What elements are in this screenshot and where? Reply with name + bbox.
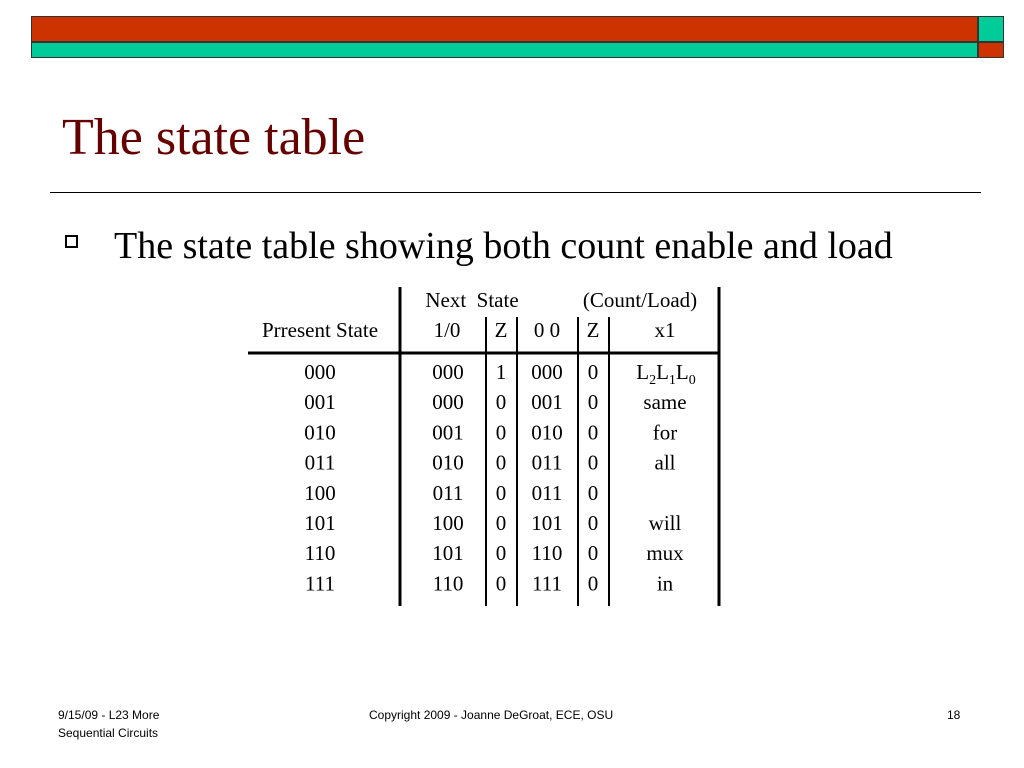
- footer-course-info: [58, 706, 228, 742]
- cell-load-next: 011: [531, 450, 563, 475]
- header-x1: x1: [654, 318, 676, 342]
- cell-load-z: 0: [587, 541, 599, 566]
- cell-present-state: 000: [304, 360, 336, 384]
- cell-count-z: 0: [495, 480, 507, 505]
- cell-count-z: 0: [495, 541, 507, 566]
- cell-present-state: 011: [304, 450, 336, 475]
- bullet-square-icon: [65, 235, 78, 248]
- cell-count-z: 0: [495, 420, 507, 445]
- cell-present-state: 110: [304, 541, 336, 566]
- footer-page-number: 18: [947, 708, 961, 722]
- cell-count-next: 000: [432, 390, 464, 415]
- header-count-1-0: 1/0: [433, 318, 461, 342]
- cell-load-z: 0: [587, 420, 599, 445]
- cell-load-next: 000: [531, 360, 563, 384]
- cell-present-state: 001: [304, 390, 336, 415]
- cell-count-z: 0: [495, 450, 507, 475]
- bullet-text: The state table showing both count enable and load: [114, 225, 893, 267]
- header-bar-green: [31, 42, 978, 58]
- cell-count-next: 000: [432, 360, 464, 384]
- cell-count-z: 0: [495, 390, 507, 415]
- cell-x1-note: in: [656, 571, 674, 596]
- cell-count-z: 0: [495, 511, 507, 535]
- footer-copyright: Copyright 2009 - Joanne DeGroat, ECE, OSU: [369, 708, 614, 722]
- cell-present-state: 101: [304, 511, 336, 535]
- cell-count-z: 1: [495, 360, 507, 384]
- header-square-green: [978, 16, 1004, 42]
- cell-load-z: 0: [587, 571, 599, 596]
- cell-load-next: 001: [531, 390, 563, 415]
- title-divider: [50, 192, 981, 193]
- table-body: [304, 360, 686, 595]
- x1-symbol-l2l1l0: $L_2L_1L_0$: [636, 360, 696, 388]
- cell-load-z: 0: [587, 511, 599, 535]
- cell-x1-note: for: [652, 420, 678, 445]
- header-square-red: [978, 42, 1004, 58]
- header-load-0-0: 0 0: [533, 318, 561, 342]
- slide-title: The state table: [62, 109, 366, 166]
- header-z-count: Z: [494, 318, 508, 342]
- cell-count-next: 001: [432, 420, 464, 445]
- cell-x1-note: all: [654, 450, 676, 475]
- cell-present-state: 111: [305, 571, 335, 596]
- cell-load-next: 011: [531, 480, 563, 505]
- cell-count-next: 101: [432, 541, 464, 566]
- cell-count-next: 010: [432, 450, 464, 475]
- cell-x1-note: same: [643, 390, 687, 415]
- footer-lecture-topic: Sequential Circuits: [58, 726, 159, 740]
- cell-load-next: 110: [531, 541, 563, 566]
- cell-count-next: 011: [432, 480, 464, 505]
- cell-present-state: 100: [304, 480, 336, 505]
- cell-count-z: 0: [495, 571, 507, 596]
- header-z-load: Z: [586, 318, 600, 342]
- cell-load-z: 0: [587, 390, 599, 415]
- cell-load-next: 010: [531, 420, 563, 445]
- cell-load-z: 0: [587, 450, 599, 475]
- cell-load-z: 0: [587, 360, 599, 384]
- cell-load-z: 0: [587, 480, 599, 505]
- cell-present-state: 010: [304, 420, 336, 445]
- cell-x1-note: will: [648, 511, 682, 535]
- cell-count-next: 100: [432, 511, 464, 535]
- header-next-state: Next State: [425, 288, 519, 312]
- cell-load-next: 111: [532, 571, 562, 596]
- header-count-load: (Count/Load): [582, 288, 698, 312]
- header-present-state: Prresent State: [261, 318, 379, 342]
- cell-load-next: 101: [531, 511, 563, 535]
- cell-count-next: 110: [432, 571, 464, 596]
- state-table: [240, 284, 730, 610]
- cell-x1-note: mux: [646, 541, 684, 566]
- footer-date-lecture: 9/15/09 - L23 More: [58, 708, 160, 722]
- header-bar-red: [31, 16, 978, 42]
